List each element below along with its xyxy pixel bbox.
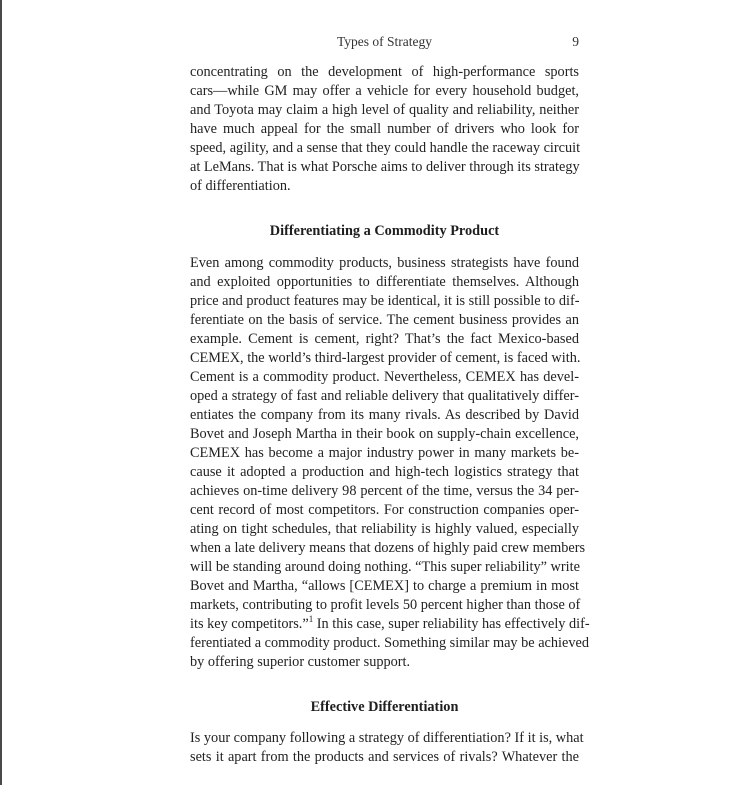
section-heading-effective: Effective Differentiation bbox=[310, 699, 459, 715]
text-line: Bovet and Martha, “allows [CEMEX] to charge a premium in most bbox=[190, 578, 579, 594]
text-line: at LeMans. That is what Porsche aims to deliver through its strategy bbox=[190, 159, 580, 175]
text-line: Is your company following a strategy of differentiation? If it is, what bbox=[190, 730, 584, 746]
text-line: example. Cement is cement, right? That’s the fact Mexico-based bbox=[190, 331, 579, 347]
text-line: entiates the company from its many rivals. As described by David bbox=[190, 407, 579, 423]
page-number: 9 bbox=[572, 34, 579, 49]
text-line-with-footnote bbox=[190, 614, 590, 634]
text-line: by offering superior customer support. bbox=[190, 654, 411, 670]
text-line: sets it apart from the products and services of rivals? Whatever the bbox=[190, 749, 579, 765]
text-line: Cement is a commodity product. Nevertheless, CEMEX has devel- bbox=[190, 369, 579, 385]
text-line: of differentiation. bbox=[190, 178, 291, 194]
paragraph-porsche bbox=[190, 63, 579, 196]
text-line: concentrating on the development of high-performance sports bbox=[190, 64, 579, 80]
text-line: and exploited opportunities to differentiate themselves. Although bbox=[190, 274, 579, 290]
footnote-marker: 1 bbox=[308, 614, 314, 624]
page-edge-rule bbox=[0, 0, 2, 785]
text-line: achieves on-time delivery 98 percent of the time, versus the 34 per- bbox=[190, 483, 579, 499]
text-line: cent record of most competitors. For construction companies oper- bbox=[190, 502, 579, 518]
text-line: will be standing around doing nothing. “This super reliability” write bbox=[190, 559, 580, 575]
text-line: ferentiate on the basis of service. The cement business provides an bbox=[190, 312, 579, 328]
text-fragment: its key competitors.” bbox=[190, 616, 309, 632]
text-fragment: In this case, super reliability has effectively dif- bbox=[313, 616, 590, 632]
text-line: Even among commodity products, business strategists have found bbox=[190, 255, 579, 271]
text-line: have much appeal for the small number of drivers who look for bbox=[190, 121, 579, 137]
text-line: CEMEX has become a major industry power in many markets be- bbox=[190, 445, 579, 461]
text-line: Bovet and Joseph Martha in their book on supply-chain excellence, bbox=[190, 426, 579, 442]
text-line: and Toyota may claim a high level of quality and reliability, neither bbox=[190, 102, 579, 118]
text-line: speed, agility, and a sense that they could handle the raceway circuit bbox=[190, 140, 581, 156]
section-heading-commodity: Differentiating a Commodity Product bbox=[269, 223, 500, 239]
running-head bbox=[190, 34, 579, 52]
text-line: CEMEX, the world’s third-largest provider of cement, is faced with. bbox=[190, 350, 581, 366]
paragraph-effective bbox=[190, 729, 584, 767]
text-line: ferentiated a commodity product. Something similar may be achieved bbox=[190, 635, 590, 651]
text-line: ating on tight schedules, that reliability is highly valued, especially bbox=[190, 521, 579, 537]
text-line: cars—while GM may offer a vehicle for every household budget, bbox=[190, 83, 579, 99]
text-line: cause it adopted a production and high-tech logistics strategy that bbox=[190, 464, 579, 480]
text-line: price and product features may be identical, it is still possible to dif- bbox=[190, 293, 580, 309]
text-line: markets, contributing to profit levels 50 percent higher than those of bbox=[190, 597, 581, 613]
paragraph-cemex bbox=[190, 254, 590, 672]
text-line: oped a strategy of fast and reliable delivery that qualitatively differ- bbox=[190, 388, 579, 404]
text-line: when a late delivery means that dozens of highly paid crew members bbox=[190, 540, 586, 556]
running-title: Types of Strategy bbox=[336, 34, 433, 49]
